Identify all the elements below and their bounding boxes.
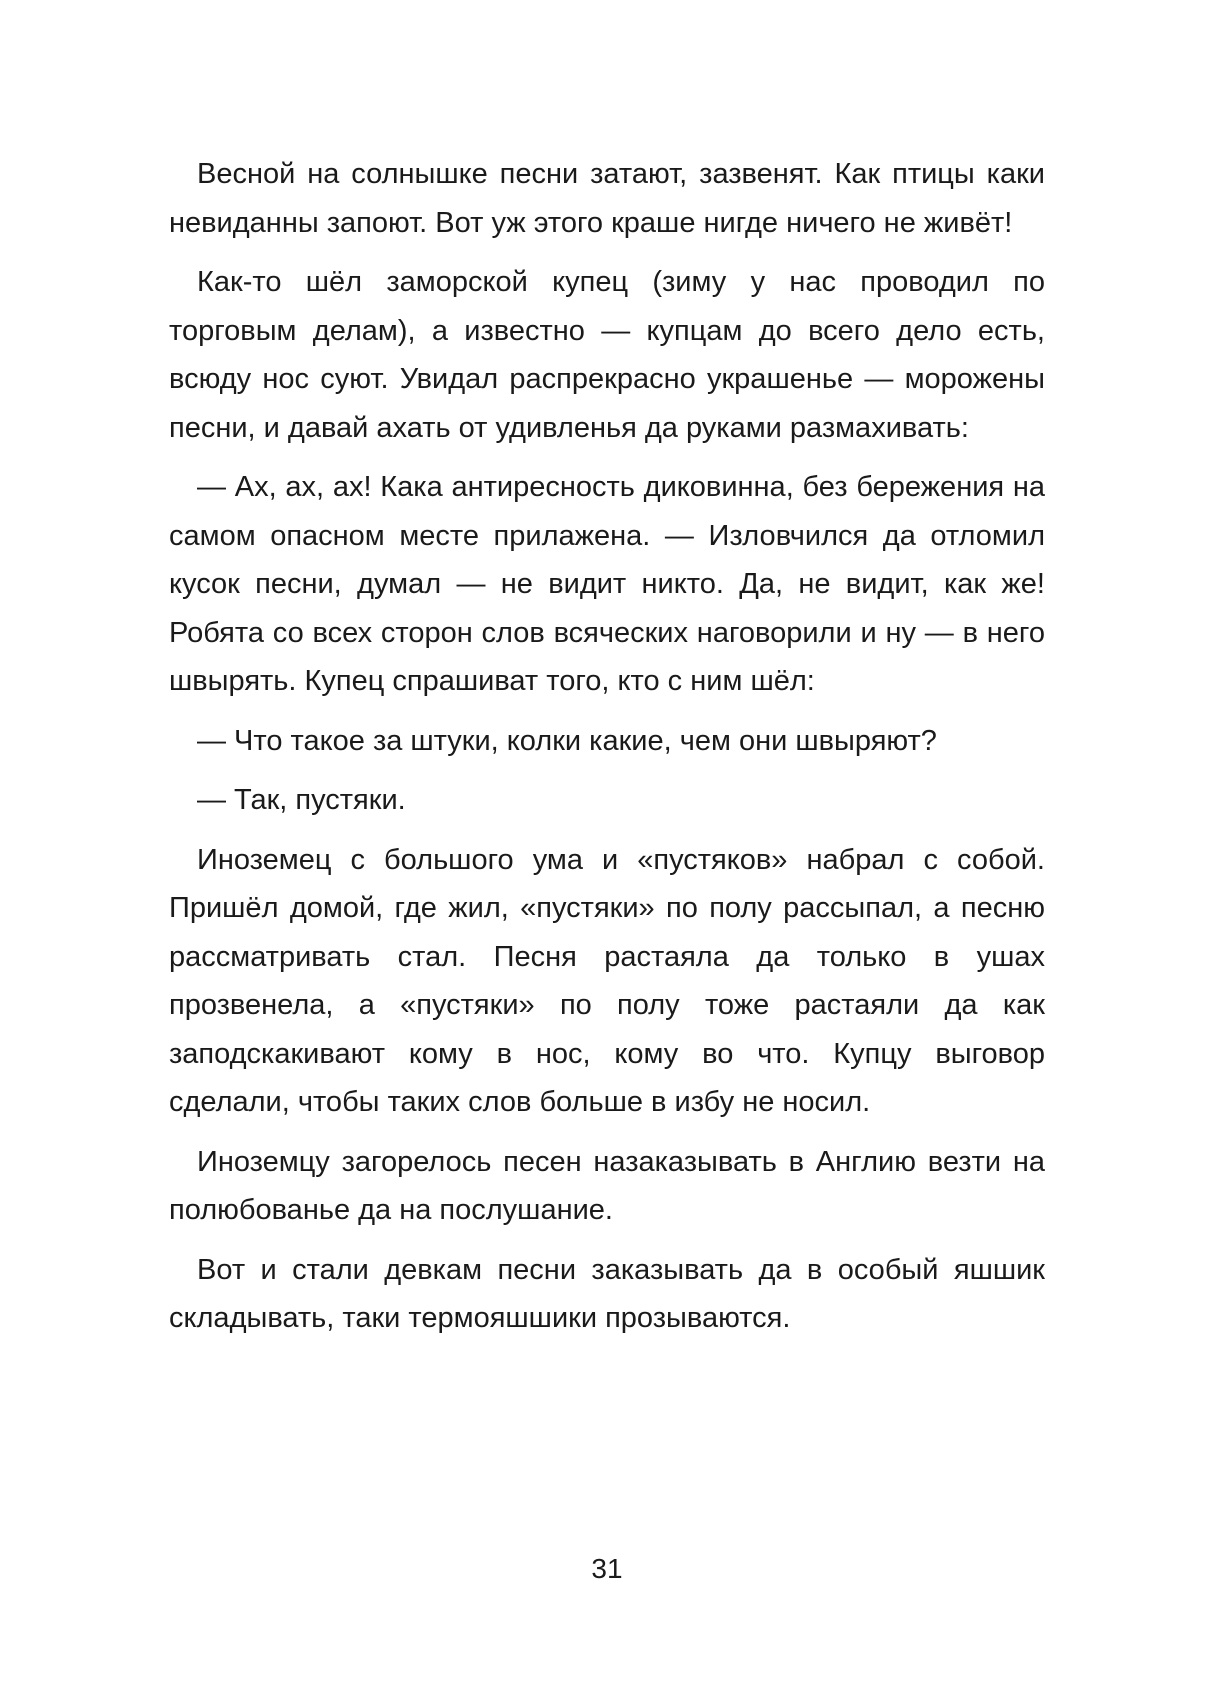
paragraph-4: — Что такое за штуки, колки какие, чем они швыряют?: [197, 724, 937, 757]
paragraph-8: Вот и стали девкам песни заказывать да в особый яшшик складывать, таки термояшшики прозываются.: [169, 1253, 1045, 1334]
paragraph-7: Иноземцу загорелось песен назаказывать в Англию везти на полюбованье да на послушание.: [169, 1145, 1045, 1226]
paragraph-6: Иноземец с большого ума и «пустяков» набрал с собой. Пришёл домой, где жил, «пустяки» по полу рассыпал, а песню рассматривать стал. Песня растаяла да только в ушах прозвенела, а «пустяки» по полу тоже растаяли да как заподскакивают кому в нос, кому во что. Купцу выговор сделали, чтобы таких слов больше в избу не носил.: [169, 843, 1045, 1118]
paragraph-5: — Так, пустяки.: [197, 784, 406, 816]
body-text: [169, 150, 1045, 1354]
paragraph-3: — Ах, ах, ах! Кака антиресность диковинна, без бережения на самом опасном месте прилажена. — Изловчился да отломил кусок песни, думал — не видит никто. Да, не видит, как же! Робята со всех сторон слов всяческих наговорили и ну — в него швырять. Купец спрашиват того, кто с ним шёл:: [169, 471, 1045, 697]
paragraph-1: Весной на солнышке песни затают, зазвенят. Как птицы каки невиданны запоют. Вот уж этого краше нигде ничего не живёт!: [169, 158, 1045, 239]
paragraph-2: Как-то шёл заморской купец (зиму у нас проводил по торговым делам), а известно — купцам до всего дело есть, всюду нос суют. Увидал распрекрасно украшенье — морожены песни, и давай ахать от удивленья да руками размахивать:: [169, 266, 1045, 444]
page-number: 31: [591, 1553, 623, 1584]
